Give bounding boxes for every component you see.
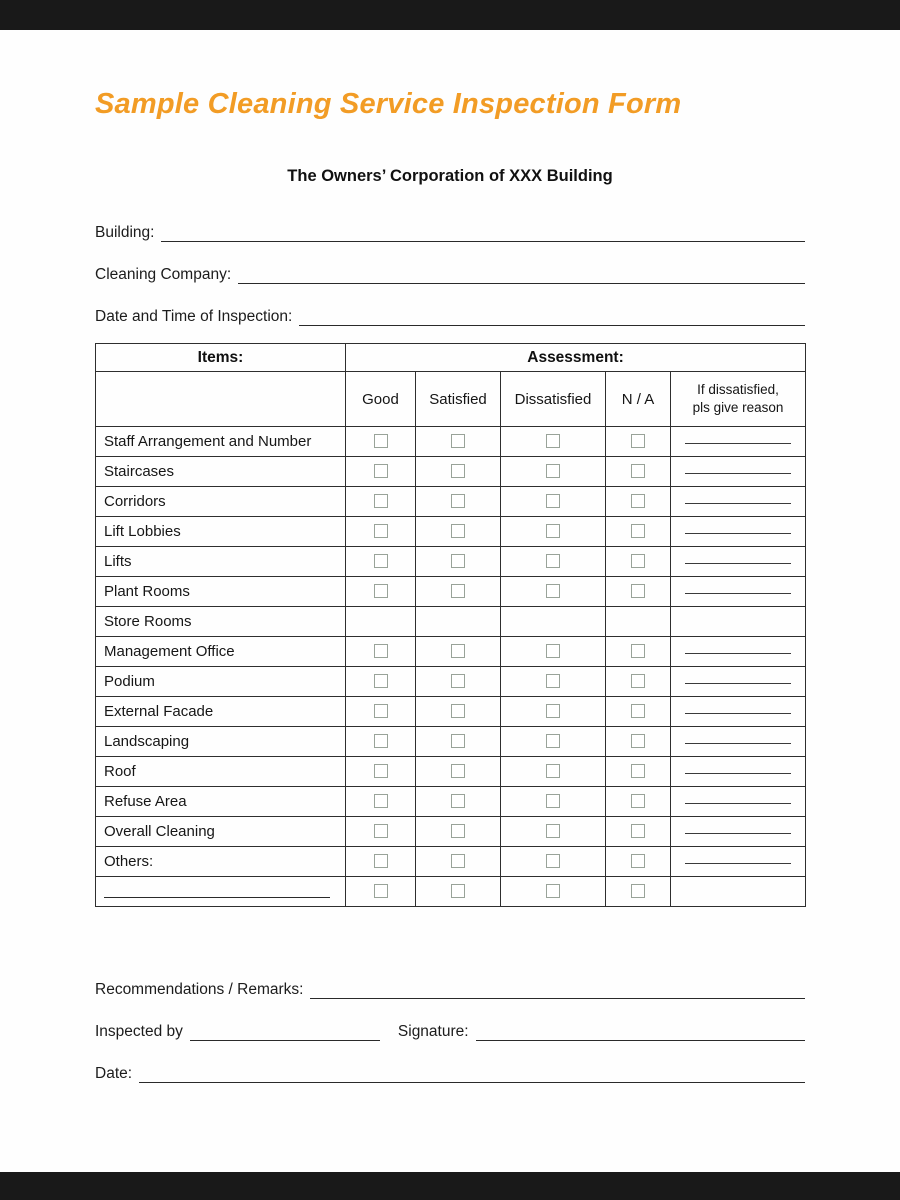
rating-cell [501, 847, 606, 877]
reason-fill-line [685, 833, 791, 834]
checkbox[interactable] [546, 434, 560, 448]
signature-label: Signature: [397, 1023, 469, 1040]
item-label-cell: Store Rooms [96, 607, 346, 637]
rating-cell [416, 727, 501, 757]
table-row [96, 457, 806, 487]
footer-fields [95, 973, 805, 1083]
recommendations-fill-line [310, 979, 805, 999]
item-label-cell [96, 877, 346, 907]
checkbox[interactable] [374, 494, 388, 508]
rating-cell [606, 847, 671, 877]
reason-cell [671, 757, 806, 787]
building-label: Building: [95, 224, 155, 241]
reason-cell [671, 877, 806, 907]
table-row [96, 517, 806, 547]
checkbox[interactable] [546, 734, 560, 748]
building-fill-line [161, 222, 805, 242]
field-inspection-datetime [95, 300, 805, 326]
table-row [96, 427, 806, 457]
rating-cell [606, 457, 671, 487]
item-label-cell: Lifts [96, 547, 346, 577]
reason-cell [671, 577, 806, 607]
checkbox[interactable] [451, 824, 465, 838]
rating-cell [501, 667, 606, 697]
checkbox[interactable] [451, 494, 465, 508]
reason-cell [671, 427, 806, 457]
reason-cell [671, 787, 806, 817]
table-row [96, 787, 806, 817]
cleaning-company-fill-line [238, 264, 805, 284]
rating-cell [606, 877, 671, 907]
cleaning-company-label: Cleaning Company: [95, 266, 232, 283]
checkbox[interactable] [374, 584, 388, 598]
rating-cell [501, 547, 606, 577]
rating-cell [416, 427, 501, 457]
item-label-cell: Plant Rooms [96, 577, 346, 607]
table-row [96, 547, 806, 577]
date-fill-line [139, 1063, 805, 1083]
rating-cell [416, 757, 501, 787]
table-header-row-sub [96, 372, 806, 427]
checkbox[interactable] [546, 824, 560, 838]
rating-cell [346, 727, 416, 757]
rating-cell [501, 787, 606, 817]
rating-cell [346, 607, 416, 637]
form-title: Sample Cleaning Service Inspection Form [95, 88, 682, 120]
col-header-good: Good [346, 372, 416, 427]
reason-cell [671, 847, 806, 877]
checkbox[interactable] [451, 644, 465, 658]
checkbox[interactable] [631, 644, 645, 658]
rating-cell [416, 607, 501, 637]
checkbox[interactable] [451, 884, 465, 898]
table-row [96, 757, 806, 787]
reason-fill-line [685, 863, 791, 864]
checkbox[interactable] [374, 824, 388, 838]
rating-cell [346, 667, 416, 697]
rating-cell [501, 637, 606, 667]
reason-fill-line [685, 443, 791, 444]
inspection-table-body [96, 427, 806, 907]
checkbox[interactable] [451, 734, 465, 748]
col-header-reason [671, 372, 806, 427]
top-edge-bar [0, 0, 900, 30]
checkbox[interactable] [546, 884, 560, 898]
rating-cell [501, 727, 606, 757]
field-cleaning-company [95, 258, 805, 284]
inspection-table [95, 343, 806, 907]
table-row [96, 637, 806, 667]
checkbox[interactable] [631, 824, 645, 838]
rating-cell [606, 517, 671, 547]
checkbox[interactable] [451, 764, 465, 778]
reason-fill-line [685, 683, 791, 684]
checkbox[interactable] [451, 704, 465, 718]
checkbox[interactable] [374, 734, 388, 748]
checkbox[interactable] [451, 674, 465, 688]
rating-cell [416, 817, 501, 847]
rating-cell [346, 577, 416, 607]
field-building [95, 216, 805, 242]
checkbox[interactable] [374, 794, 388, 808]
checkbox[interactable] [631, 884, 645, 898]
rating-cell [606, 817, 671, 847]
rating-cell [346, 427, 416, 457]
rating-cell [501, 427, 606, 457]
rating-cell [606, 577, 671, 607]
table-row [96, 607, 806, 637]
rating-cell [501, 517, 606, 547]
rating-cell [606, 427, 671, 457]
reason-fill-line [685, 503, 791, 504]
reason-header-line-2: pls give reason [692, 400, 784, 415]
signature-fill-line [476, 1021, 805, 1041]
reason-fill-line [685, 593, 791, 594]
checkbox[interactable] [546, 704, 560, 718]
rating-cell [346, 637, 416, 667]
rating-cell [416, 667, 501, 697]
rating-cell [606, 727, 671, 757]
checkbox[interactable] [374, 764, 388, 778]
rating-cell [606, 787, 671, 817]
reason-cell [671, 667, 806, 697]
rating-cell [346, 847, 416, 877]
checkbox[interactable] [631, 794, 645, 808]
rating-cell [606, 637, 671, 667]
reason-fill-line [685, 563, 791, 564]
checkbox[interactable] [451, 554, 465, 568]
table-row [96, 727, 806, 757]
inspection-datetime-label: Date and Time of Inspection: [95, 308, 293, 325]
checkbox[interactable] [631, 674, 645, 688]
reason-fill-line [685, 653, 791, 654]
item-label-cell: Staff Arrangement and Number [96, 427, 346, 457]
checkbox[interactable] [546, 794, 560, 808]
field-recommendations [95, 973, 805, 999]
table-row [96, 817, 806, 847]
reason-cell [671, 547, 806, 577]
reason-cell [671, 607, 806, 637]
field-inspected-signature [95, 1015, 805, 1041]
rating-cell [606, 547, 671, 577]
rating-cell [416, 457, 501, 487]
checkbox[interactable] [546, 674, 560, 688]
checkbox[interactable] [374, 884, 388, 898]
reason-cell [671, 517, 806, 547]
checkbox[interactable] [546, 524, 560, 538]
reason-fill-line [685, 743, 791, 744]
checkbox[interactable] [374, 434, 388, 448]
item-label-cell: Refuse Area [96, 787, 346, 817]
reason-fill-line [685, 713, 791, 714]
table-row [96, 847, 806, 877]
bottom-edge-bar [0, 1172, 900, 1200]
reason-fill-line [685, 473, 791, 474]
rating-cell [416, 517, 501, 547]
rating-cell [416, 637, 501, 667]
checkbox[interactable] [451, 434, 465, 448]
checkbox[interactable] [374, 704, 388, 718]
reason-cell [671, 697, 806, 727]
table-row [96, 577, 806, 607]
inspected-by-fill-line [190, 1021, 380, 1041]
rating-cell [501, 697, 606, 727]
rating-cell [346, 487, 416, 517]
checkbox[interactable] [374, 644, 388, 658]
checkbox[interactable] [631, 464, 645, 478]
reason-cell [671, 727, 806, 757]
checkbox[interactable] [546, 464, 560, 478]
reason-fill-line [685, 533, 791, 534]
rating-cell [346, 517, 416, 547]
rating-cell [606, 667, 671, 697]
rating-cell [501, 577, 606, 607]
form-subtitle: The Owners’ Corporation of XXX Building [287, 167, 613, 185]
rating-cell [606, 607, 671, 637]
reason-header-line-1: If dissatisfied, [697, 382, 779, 398]
rating-cell [501, 817, 606, 847]
checkbox[interactable] [546, 764, 560, 778]
rating-cell [501, 487, 606, 517]
top-fields [95, 216, 805, 326]
rating-cell [606, 757, 671, 787]
rating-cell [501, 607, 606, 637]
checkbox[interactable] [631, 494, 645, 508]
rating-cell [606, 487, 671, 517]
rating-cell [416, 877, 501, 907]
rating-cell [501, 757, 606, 787]
table-row [96, 667, 806, 697]
checkbox[interactable] [546, 494, 560, 508]
rating-cell [501, 877, 606, 907]
checkbox[interactable] [374, 854, 388, 868]
rating-cell [416, 787, 501, 817]
col-header-na: N / A [606, 372, 671, 427]
checkbox[interactable] [374, 674, 388, 688]
rating-cell [346, 817, 416, 847]
item-label-cell: Management Office [96, 637, 346, 667]
checkbox[interactable] [631, 704, 645, 718]
rating-cell [416, 487, 501, 517]
checkbox[interactable] [631, 734, 645, 748]
empty-subheader-cell [96, 372, 346, 427]
item-label-cell: Podium [96, 667, 346, 697]
item-label-cell: Corridors [96, 487, 346, 517]
field-date [95, 1057, 805, 1083]
date-label: Date: [95, 1065, 133, 1082]
rating-cell [416, 577, 501, 607]
table-row [96, 877, 806, 907]
rating-cell [346, 457, 416, 487]
rating-cell [346, 697, 416, 727]
rating-cell [346, 877, 416, 907]
reason-cell [671, 817, 806, 847]
reason-fill-line [685, 773, 791, 774]
checkbox[interactable] [546, 644, 560, 658]
checkbox[interactable] [631, 434, 645, 448]
checkbox[interactable] [631, 584, 645, 598]
assessment-header: Assessment: [346, 344, 806, 372]
checkbox[interactable] [631, 854, 645, 868]
checkbox[interactable] [451, 854, 465, 868]
checkbox[interactable] [631, 554, 645, 568]
inspected-by-label: Inspected by [95, 1023, 183, 1040]
table-row [96, 487, 806, 517]
checkbox[interactable] [374, 554, 388, 568]
item-label-cell: External Facade [96, 697, 346, 727]
checkbox[interactable] [631, 524, 645, 538]
items-header: Items: [96, 344, 346, 372]
inspection-datetime-fill-line [299, 306, 805, 326]
checkbox[interactable] [546, 584, 560, 598]
col-header-satisfied: Satisfied [416, 372, 501, 427]
checkbox[interactable] [374, 464, 388, 478]
item-label-cell: Roof [96, 757, 346, 787]
item-label-cell: Landscaping [96, 727, 346, 757]
blank-item-fill-line [104, 897, 330, 898]
col-header-dissatisfied: Dissatisfied [501, 372, 606, 427]
recommendations-label: Recommendations / Remarks: [95, 981, 304, 998]
rating-cell [416, 847, 501, 877]
reason-cell [671, 457, 806, 487]
item-label-cell: Lift Lobbies [96, 517, 346, 547]
checkbox[interactable] [374, 524, 388, 538]
checkbox[interactable] [451, 794, 465, 808]
rating-cell [346, 787, 416, 817]
checkbox[interactable] [451, 464, 465, 478]
reason-cell [671, 487, 806, 517]
reason-cell [671, 637, 806, 667]
checkbox[interactable] [546, 854, 560, 868]
form-content [0, 88, 900, 1083]
rating-cell [346, 757, 416, 787]
rating-cell [606, 697, 671, 727]
rating-cell [416, 547, 501, 577]
reason-fill-line [685, 803, 791, 804]
checkbox[interactable] [546, 554, 560, 568]
table-header-row-main [96, 344, 806, 372]
checkbox[interactable] [631, 764, 645, 778]
item-label-cell: Overall Cleaning [96, 817, 346, 847]
table-row [96, 697, 806, 727]
rating-cell [416, 697, 501, 727]
checkbox[interactable] [451, 524, 465, 538]
rating-cell [346, 547, 416, 577]
checkbox[interactable] [451, 584, 465, 598]
rating-cell [501, 457, 606, 487]
item-label-cell: Staircases [96, 457, 346, 487]
item-label-cell: Others: [96, 847, 346, 877]
